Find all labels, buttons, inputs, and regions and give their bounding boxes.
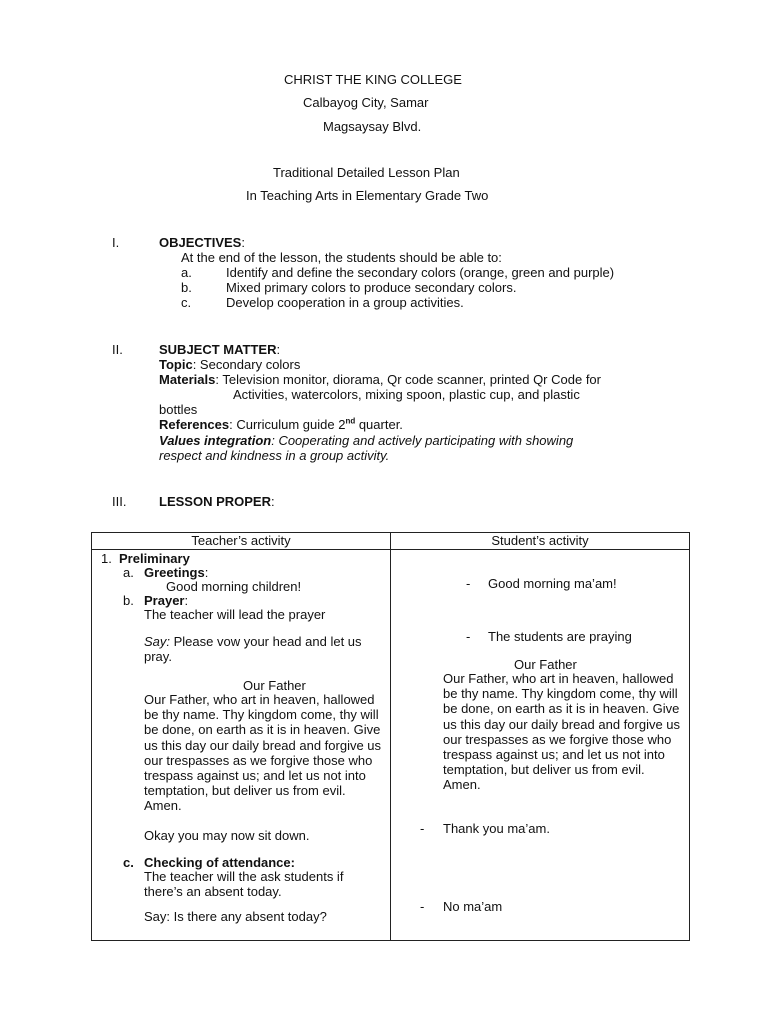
values-value: : Cooperating and actively participating with showing xyxy=(271,433,574,448)
values-line-2: respect and kindness in a group activity. xyxy=(159,448,390,463)
values-line xyxy=(159,433,573,448)
topic-line xyxy=(159,357,300,372)
section-numeral: III. xyxy=(112,494,127,509)
objective-text: Identify and define the secondary colors (orange, green and purple) xyxy=(226,265,615,280)
objective-letter: c. xyxy=(181,295,192,310)
objective-text: Mixed primary colors to produce secondary colors. xyxy=(226,280,517,295)
say-instruction xyxy=(144,634,384,664)
say-label: Say: xyxy=(144,634,171,649)
teacher-activity-header: Teacher’s activity xyxy=(92,533,391,550)
student-response: The students are praying xyxy=(488,629,632,644)
table-row xyxy=(92,550,690,941)
lesson-proper-heading xyxy=(159,494,275,509)
response-dash: - xyxy=(420,821,425,836)
school-name: CHRIST THE KING COLLEGE xyxy=(284,72,462,87)
response-dash: - xyxy=(466,576,471,591)
attend-letter: c. xyxy=(123,855,134,870)
materials-value: : Television monitor, diorama, Qr code scanner, printed Qr Code for xyxy=(215,372,601,387)
document-title: Traditional Detailed Lesson Plan xyxy=(273,165,460,180)
say-text: Please vow your head and let us pray. xyxy=(144,634,362,665)
student-response: Good morning ma’am! xyxy=(488,576,617,591)
heading-colon: : xyxy=(270,494,275,509)
attend-text: The teacher will the ask students if there’s an absent today. xyxy=(144,869,344,900)
school-street: Magsaysay Blvd. xyxy=(323,119,422,134)
objectives-heading xyxy=(159,235,245,250)
prelim-number: 1. xyxy=(101,551,112,566)
greet-heading xyxy=(144,565,208,580)
document-subtitle: In Teaching Arts in Elementary Grade Two xyxy=(246,188,489,203)
our-father-prayer: Our Father, who art in heaven, hallowed be thy name. Thy kingdom come, thy will be done, on earth as it is in heaven. Give us this day our daily bread and forgive us our trespasses as we forgive those who trespass against us; and let us not into temptation, but deliver us from evil. Amen. xyxy=(144,692,382,814)
prayer-colon: : xyxy=(184,593,189,608)
references-tail: quarter. xyxy=(355,417,403,432)
materials-line xyxy=(159,372,601,387)
student-response: No ma’am xyxy=(443,899,503,914)
objective-text: Develop cooperation in a group activities. xyxy=(226,295,464,310)
heading-text: OBJECTIVES xyxy=(159,235,242,250)
references-value: : Curriculum guide 2 xyxy=(229,417,346,432)
heading-colon: : xyxy=(276,342,281,357)
greet-label: Greetings xyxy=(144,565,205,580)
sit-instruction: Okay you may now sit down. xyxy=(144,828,310,843)
greet-colon: : xyxy=(204,565,209,580)
objective-letter: b. xyxy=(181,280,192,295)
topic-value: : Secondary colors xyxy=(192,357,301,372)
references-label: References xyxy=(159,417,230,432)
greet-letter: a. xyxy=(123,565,134,580)
response-dash: - xyxy=(466,629,471,644)
heading-text: SUBJECT MATTER xyxy=(159,342,277,357)
table-header-row xyxy=(92,533,690,550)
values-label: Values integration xyxy=(159,433,272,448)
response-dash: - xyxy=(420,899,425,914)
our-father-title: Our Father xyxy=(243,678,306,693)
school-city: Calbayog City, Samar xyxy=(303,95,429,110)
topic-label: Topic xyxy=(159,357,193,372)
greet-text: Good morning children! xyxy=(166,579,302,594)
objectives-intro: At the end of the lesson, the students should be able to: xyxy=(181,250,502,265)
references-sup: nd xyxy=(345,416,356,426)
prayer-text: The teacher will lead the prayer xyxy=(144,607,326,622)
section-numeral: I. xyxy=(112,235,120,250)
lesson-table xyxy=(91,532,690,941)
section-numeral: II. xyxy=(112,342,123,357)
prayer-heading xyxy=(144,593,188,608)
student-activity-header: Student’s activity xyxy=(391,533,690,550)
attend-label: Checking of attendance: xyxy=(144,855,295,870)
subject-matter-heading xyxy=(159,342,280,357)
teacher-activity-cell xyxy=(92,550,391,941)
references-line xyxy=(159,417,403,432)
student-activity-cell xyxy=(391,550,690,941)
materials-label: Materials xyxy=(159,372,216,387)
our-father-title: Our Father xyxy=(514,657,577,672)
our-father-prayer: Our Father, who art in heaven, hallowed be thy name. Thy kingdom come, thy will be done, on earth as it is in heaven. Give us this day our daily bread and forgive us our trespasses as we forgive those who trespass against us; and let us not into temptation, but deliver us from evil. Amen. xyxy=(443,671,681,793)
objective-letter: a. xyxy=(181,265,192,280)
prelim-label: Preliminary xyxy=(119,551,190,566)
prayer-letter: b. xyxy=(123,593,134,608)
heading-text: LESSON PROPER xyxy=(159,494,271,509)
prayer-label: Prayer xyxy=(144,593,185,608)
absent-question: Say: Is there any absent today? xyxy=(144,909,327,924)
heading-colon: : xyxy=(241,235,245,250)
materials-line-3: bottles xyxy=(159,402,198,417)
student-response: Thank you ma’am. xyxy=(443,821,550,836)
materials-line-2: Activities, watercolors, mixing spoon, plastic cup, and plastic xyxy=(233,387,580,402)
